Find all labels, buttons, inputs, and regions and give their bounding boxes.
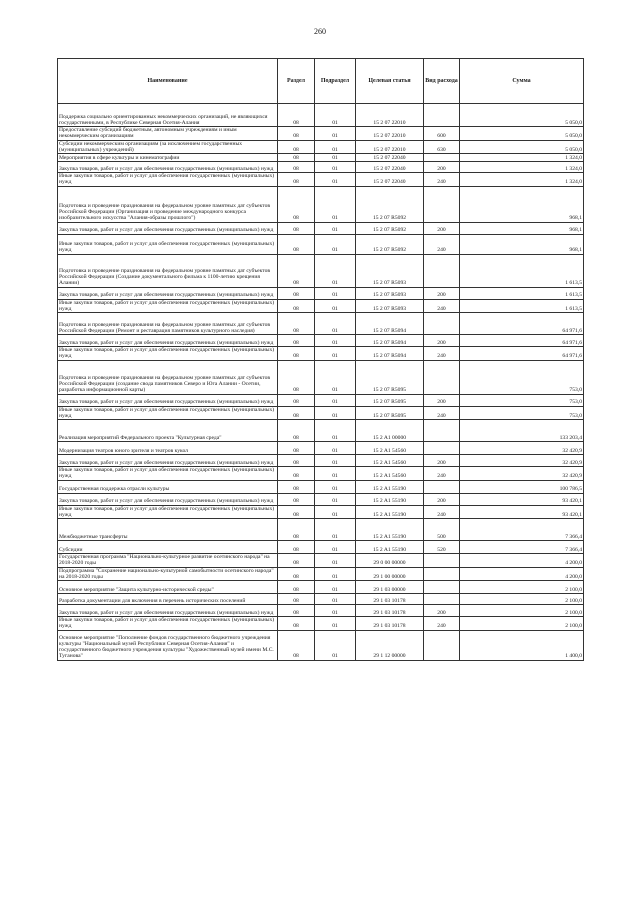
row-subsection: 01 [315,493,356,505]
row-section: 08 [278,335,315,347]
row-expense-type: 240 [424,234,460,254]
row-name: Закупка товаров, работ и услуг для обеспечения государственных (муниципальных) нужд [58,455,278,467]
row-subsection: 01 [315,420,356,442]
row-target: 15 2 A1 55190 [356,493,424,505]
row-subsection: 01 [315,605,356,617]
row-target: 15 2 A1 55190 [356,541,424,554]
table-row [58,127,584,141]
row-name: Модернизация театров юного зрителя и театров кукол [58,442,278,455]
row-section: 08 [278,140,315,154]
row-amount: 32 420,9 [460,467,584,481]
row-target: 15 2 07 R5093 [356,299,424,313]
row-amount: 1 613,5 [460,287,584,299]
row-subsection: 01 [315,480,356,493]
row-expense-type: 200 [424,222,460,234]
row-amount: 2 100,0 [460,581,584,594]
row-name: Закупка товаров, работ и услуг для обеспечения государственных (муниципальных) нужд [58,335,278,347]
row-section: 08 [278,493,315,505]
row-subsection: 01 [315,505,356,519]
table-row [58,162,584,173]
row-section: 08 [278,406,315,420]
row-name: Разработка документации для включения в перечень исторических поселений [58,594,278,605]
row-expense-type [424,104,460,127]
row-section: 08 [278,455,315,467]
row-amount: 64 971,6 [460,335,584,347]
row-name: Иные закупки товаров, работ и услуг для обеспечения государственных (муниципальных) нужд [58,617,278,631]
row-target: 29 1 00 00000 [356,567,424,581]
row-section: 08 [278,222,315,234]
table-row [58,455,584,467]
row-target: 15 2 07 R5094 [356,347,424,361]
row-amount: 4 200,0 [460,554,584,568]
row-amount: 32 420,9 [460,442,584,455]
row-name: Подготовка и проведение празднования на федеральном уровне памятных дат субъектов Российской Федерации (Организация и проведение международного конкурса изобразительного искусства "Алания-образы прошлого") [58,186,278,222]
row-name: Подготовка и проведение празднования на федеральном уровне памятных дат субъектов Российской Федерации (Ремонт и реставрация памятников культурного наследия) [58,313,278,335]
table-row [58,104,584,127]
table-row [58,394,584,406]
row-section: 08 [278,442,315,455]
table-row [58,287,584,299]
row-target: 29 1 03 00000 [356,581,424,594]
row-amount: 968,1 [460,222,584,234]
table-row [58,554,584,568]
table-row [58,222,584,234]
row-expense-type [424,442,460,455]
row-subsection: 01 [315,442,356,455]
header-amount: Сумма [460,59,584,104]
row-target: 15 2 A1 54560 [356,455,424,467]
table-row [58,493,584,505]
row-name: Иные закупки товаров, работ и услуг для обеспечения государственных (муниципальных) нужд [58,505,278,519]
header-expense-type: Вид расхода [424,59,460,104]
row-amount: 1 613,5 [460,299,584,313]
row-subsection: 01 [315,467,356,481]
row-subsection: 01 [315,287,356,299]
row-expense-type: 240 [424,347,460,361]
row-amount: 100 786,5 [460,480,584,493]
row-amount: 32 420,9 [460,455,584,467]
row-expense-type: 200 [424,493,460,505]
row-subsection: 01 [315,360,356,394]
row-target: 15 2 07 R5093 [356,254,424,287]
table-row [58,335,584,347]
row-name: Мероприятия в сфере культуры и кинематографии [58,154,278,162]
row-target: 29 1 03 10178 [356,594,424,605]
table-row [58,581,584,594]
row-subsection: 01 [315,630,356,660]
row-expense-type: 200 [424,394,460,406]
row-name: Предоставление субсидий бюджетным, автономным учреждениям и иным некоммерческим организациям [58,127,278,141]
row-expense-type: 240 [424,299,460,313]
row-section: 08 [278,505,315,519]
row-expense-type [424,581,460,594]
row-section: 08 [278,541,315,554]
row-target: 15 2 07 R5093 [356,287,424,299]
header-target: Целевая статья [356,59,424,104]
row-subsection: 01 [315,519,356,541]
row-name: Государственная поддержка отрасли культуры [58,480,278,493]
table-row [58,406,584,420]
row-subsection: 01 [315,154,356,162]
row-name: Закупка товаров, работ и услуг для обеспечения государственных (муниципальных) нужд [58,222,278,234]
row-target: 15 2 07 22040 [356,173,424,187]
table-body [58,104,584,661]
table-row [58,605,584,617]
row-expense-type [424,254,460,287]
row-name: Субсидии [58,541,278,554]
row-section: 08 [278,480,315,493]
row-subsection: 01 [315,313,356,335]
row-section: 08 [278,420,315,442]
table-row [58,234,584,254]
table-row [58,505,584,519]
row-amount: 2 100,0 [460,594,584,605]
row-target: 15 2 07 22040 [356,162,424,173]
row-expense-type [424,594,460,605]
row-amount: 1 400,0 [460,630,584,660]
row-name: Иные закупки товаров, работ и услуг для обеспечения государственных (муниципальных) нужд [58,347,278,361]
row-name: Подготовка и проведение празднования на федеральном уровне памятных дат субъектов Российской Федерации (Создание документального фильма к 1100-летию крещения Алании) [58,254,278,287]
row-amount: 1 613,5 [460,254,584,287]
table-row [58,154,584,162]
row-name: Иные закупки товаров, работ и услуг для обеспечения государственных (муниципальных) нужд [58,467,278,481]
row-amount: 64 971,6 [460,347,584,361]
row-name: Закупка товаров, работ и услуг для обеспечения государственных (муниципальных) нужд [58,394,278,406]
row-subsection: 01 [315,234,356,254]
row-subsection: 01 [315,222,356,234]
table-row [58,313,584,335]
row-name: Иные закупки товаров, работ и услуг для обеспечения государственных (муниципальных) нужд [58,234,278,254]
row-subsection: 01 [315,299,356,313]
row-name: Иные закупки товаров, работ и услуг для обеспечения государственных (муниципальных) нужд [58,406,278,420]
row-expense-type [424,154,460,162]
row-amount: 93 420,1 [460,493,584,505]
header-subsection: Подраздел [315,59,356,104]
row-target: 15 2 07 R5094 [356,335,424,347]
row-amount: 133 203,4 [460,420,584,442]
row-section: 08 [278,234,315,254]
row-name: Закупка товаров, работ и услуг для обеспечения государственных (муниципальных) нужд [58,162,278,173]
row-subsection: 01 [315,554,356,568]
row-name: Закупка товаров, работ и услуг для обеспечения государственных (муниципальных) нужд [58,605,278,617]
row-amount: 753,0 [460,360,584,394]
row-amount: 2 100,0 [460,605,584,617]
row-amount: 7 366,4 [460,541,584,554]
row-subsection: 01 [315,406,356,420]
row-expense-type [424,480,460,493]
row-section: 08 [278,287,315,299]
row-amount: 5 050,0 [460,127,584,141]
row-target: 15 2 07 R5095 [356,406,424,420]
row-subsection: 01 [315,127,356,141]
row-name: Субсидии некоммерческим организациям (за исключением государственных (муниципальных) учреждений) [58,140,278,154]
row-target: 15 2 A1 55190 [356,480,424,493]
row-section: 08 [278,127,315,141]
table-row [58,360,584,394]
row-name: Основное мероприятие "Пополнение фондов государственного бюджетного учреждения культуры "Национальный музей Республики Северная Осетия-Алания" и государственного бюджетного учреждения культуры "Художественный музей имени М.С. Туганова" [58,630,278,660]
row-amount: 4 200,0 [460,567,584,581]
row-subsection: 01 [315,104,356,127]
row-section: 08 [278,154,315,162]
table-row [58,442,584,455]
row-section: 08 [278,299,315,313]
table-row [58,186,584,222]
row-amount: 7 366,4 [460,519,584,541]
row-expense-type: 200 [424,335,460,347]
row-target: 29 1 03 10178 [356,605,424,617]
row-amount: 753,0 [460,394,584,406]
row-subsection: 01 [315,541,356,554]
header-name: Наименование [58,59,278,104]
row-name: Основное мероприятие "Защита культурно-исторической среды" [58,581,278,594]
row-expense-type: 240 [424,406,460,420]
row-expense-type [424,360,460,394]
row-subsection: 01 [315,173,356,187]
row-section: 08 [278,104,315,127]
row-amount: 93 420,1 [460,505,584,519]
header-section: Раздел [278,59,315,104]
row-expense-type: 240 [424,173,460,187]
row-expense-type: 600 [424,127,460,141]
table-row [58,480,584,493]
row-section: 08 [278,594,315,605]
row-expense-type: 240 [424,505,460,519]
row-section: 08 [278,313,315,335]
row-target: 15 2 07 R5094 [356,313,424,335]
row-expense-type: 200 [424,455,460,467]
row-expense-type: 500 [424,519,460,541]
row-target: 15 2 07 R5092 [356,234,424,254]
row-subsection: 01 [315,594,356,605]
row-subsection: 01 [315,140,356,154]
row-expense-type [424,186,460,222]
table-row [58,347,584,361]
row-expense-type [424,313,460,335]
row-subsection: 01 [315,567,356,581]
row-target: 15 2 07 22010 [356,140,424,154]
row-section: 08 [278,630,315,660]
row-name: Реализация мероприятий Федерального проекта "Культурная среда" [58,420,278,442]
row-subsection: 01 [315,254,356,287]
row-expense-type: 200 [424,287,460,299]
row-expense-type [424,554,460,568]
row-amount: 968,1 [460,234,584,254]
row-amount: 1 324,0 [460,162,584,173]
row-subsection: 01 [315,347,356,361]
row-expense-type: 630 [424,140,460,154]
row-target: 29 1 12 00000 [356,630,424,660]
row-target: 15 2 A1 55190 [356,519,424,541]
page-number: 260 [314,27,326,36]
table-row [58,173,584,187]
row-subsection: 01 [315,617,356,631]
row-expense-type: 520 [424,541,460,554]
row-target: 29 1 03 10178 [356,617,424,631]
table-row [58,594,584,605]
table-header-row [58,59,584,104]
table-row [58,140,584,154]
table-row [58,420,584,442]
row-target: 15 2 07 R5095 [356,394,424,406]
row-amount: 5 050,0 [460,104,584,127]
row-target: 15 2 07 R5092 [356,222,424,234]
row-name: Подпрограмма "Сохранение национально-культурной самобытности осетинского народа" на 2018-2020 годы [58,567,278,581]
row-amount: 968,1 [460,186,584,222]
row-name: Государственная программа "Национально-культурное развитие осетинского народа" на 2018-2020 годы [58,554,278,568]
row-expense-type [424,567,460,581]
row-expense-type [424,630,460,660]
row-target: 15 2 07 R5095 [356,360,424,394]
row-target: 15 2 A1 55190 [356,505,424,519]
row-amount: 753,0 [460,406,584,420]
table-row [58,630,584,660]
row-section: 08 [278,519,315,541]
row-section: 08 [278,360,315,394]
row-subsection: 01 [315,162,356,173]
row-name: Подготовка и проведение празднования на федеральном уровне памятных дат субъектов Российской Федерации (создание свода памятников Северо и Юга Алании - Осетии, разработка информационной карты) [58,360,278,394]
row-amount: 2 100,0 [460,617,584,631]
row-amount: 1 324,0 [460,173,584,187]
row-section: 08 [278,394,315,406]
row-name: Иные закупки товаров, работ и услуг для обеспечения государственных (муниципальных) нужд [58,299,278,313]
row-target: 15 2 07 22010 [356,127,424,141]
row-name: Закупка товаров, работ и услуг для обеспечения государственных (муниципальных) нужд [58,493,278,505]
row-name: Межбюджетные трансферты [58,519,278,541]
row-subsection: 01 [315,455,356,467]
table-row [58,519,584,541]
row-target: 15 2 07 22010 [356,104,424,127]
row-subsection: 01 [315,581,356,594]
row-subsection: 01 [315,394,356,406]
table-row [58,299,584,313]
row-section: 08 [278,173,315,187]
row-expense-type: 240 [424,617,460,631]
row-expense-type [424,420,460,442]
row-section: 08 [278,186,315,222]
row-section: 08 [278,554,315,568]
row-section: 08 [278,347,315,361]
row-target: 15 2 A1 54560 [356,442,424,455]
row-section: 08 [278,162,315,173]
row-expense-type: 240 [424,467,460,481]
table-row [58,541,584,554]
table-row [58,567,584,581]
row-section: 08 [278,581,315,594]
budget-table [57,58,584,661]
row-target: 15 2 A1 00000 [356,420,424,442]
row-amount: 64 971,6 [460,313,584,335]
row-section: 08 [278,617,315,631]
row-amount: 1 324,0 [460,154,584,162]
row-name: Поддержка социально ориентированных некоммерческих организаций, не являющихся государственными, в Республике Северная Осетия-Алания [58,104,278,127]
row-target: 29 0 00 00000 [356,554,424,568]
row-subsection: 01 [315,335,356,347]
row-target: 15 2 A1 54560 [356,467,424,481]
row-expense-type: 200 [424,605,460,617]
row-section: 08 [278,605,315,617]
row-target: 15 2 07 R5092 [356,186,424,222]
table-row [58,617,584,631]
row-target: 15 2 07 22040 [356,154,424,162]
row-subsection: 01 [315,186,356,222]
row-section: 08 [278,567,315,581]
row-section: 08 [278,254,315,287]
row-amount: 5 050,0 [460,140,584,154]
row-expense-type: 200 [424,162,460,173]
row-name: Иные закупки товаров, работ и услуг для обеспечения государственных (муниципальных) нужд [58,173,278,187]
table-row [58,467,584,481]
row-name: Закупка товаров, работ и услуг для обеспечения государственных (муниципальных) нужд [58,287,278,299]
row-section: 08 [278,467,315,481]
table-row [58,254,584,287]
